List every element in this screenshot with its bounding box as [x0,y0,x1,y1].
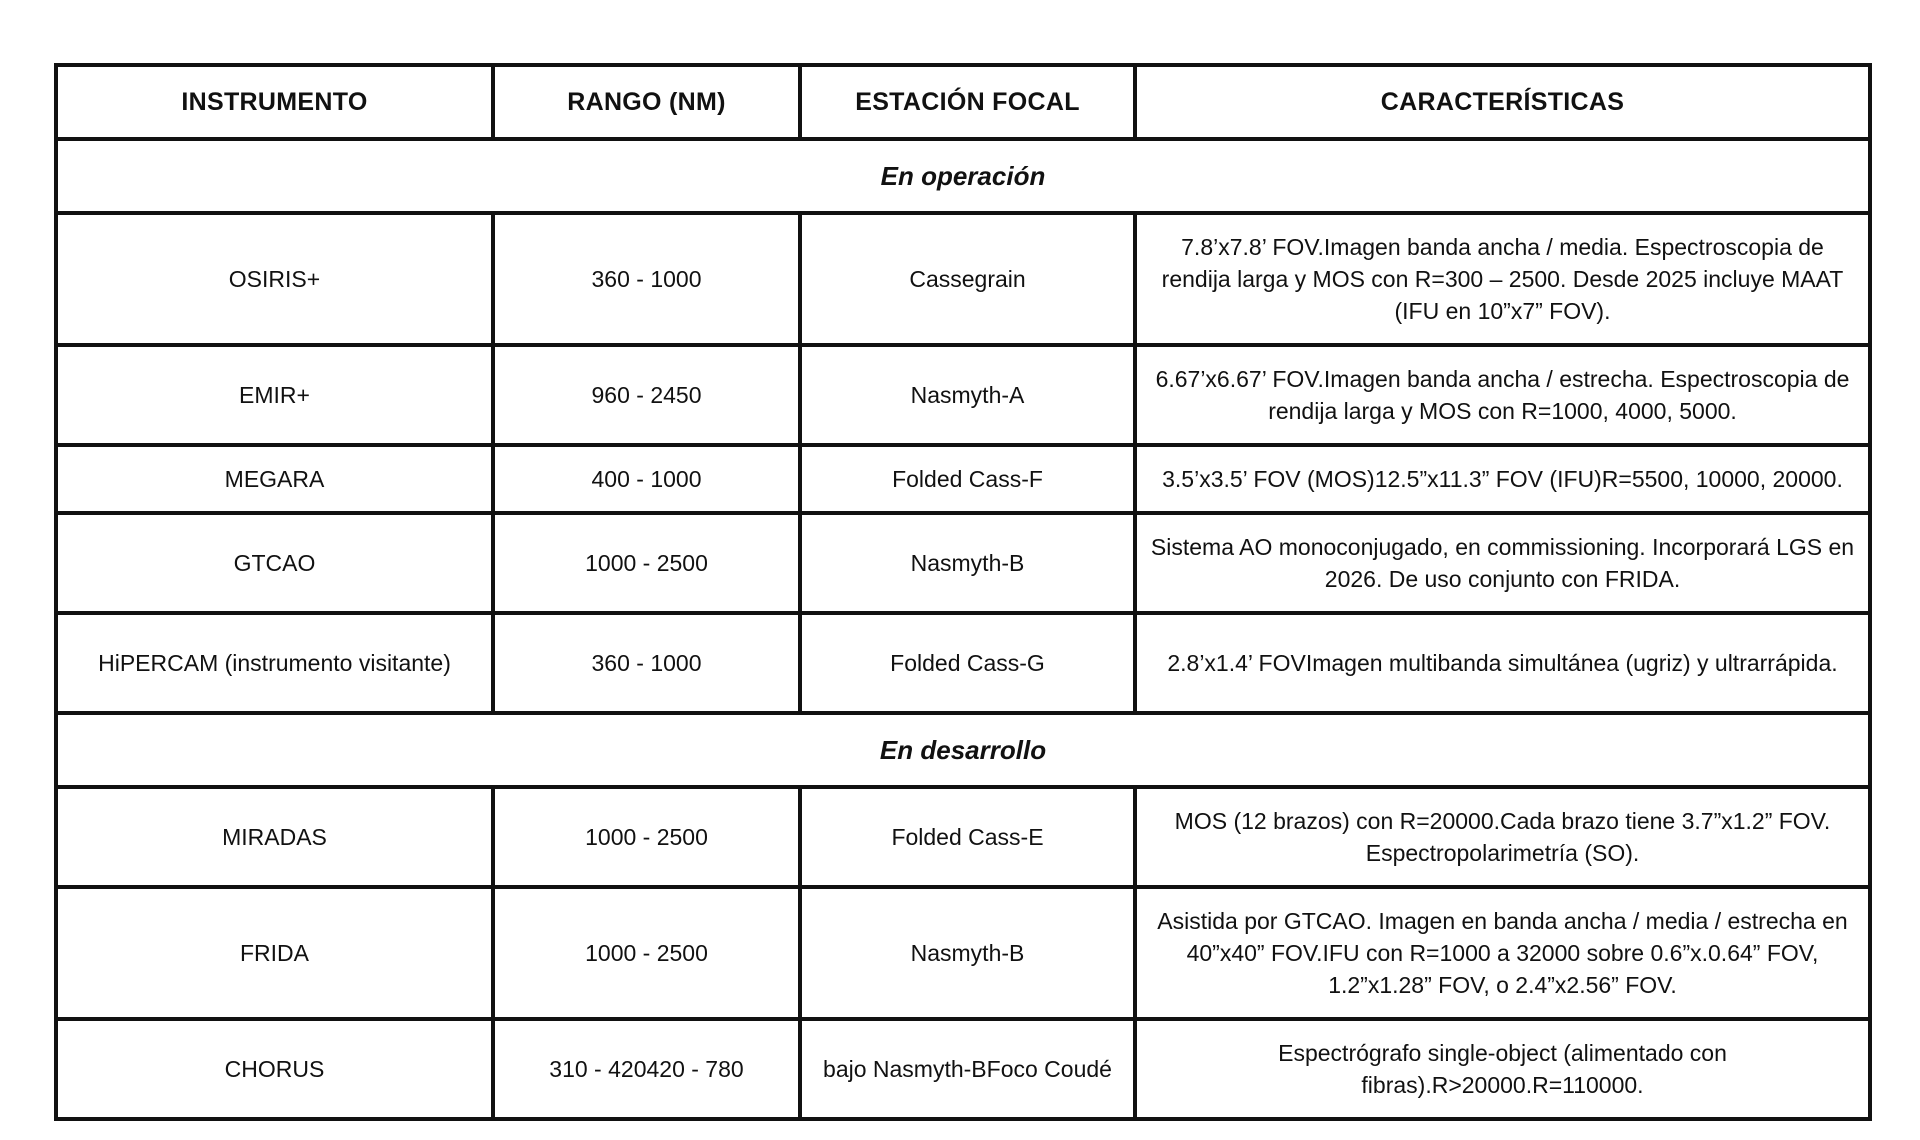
cell-range: 400 - 1000 [493,445,800,513]
table-row-emir [56,345,1870,445]
cell-focal-station: bajo Nasmyth-BFoco Coudé [800,1019,1135,1119]
cell-features: MOS (12 brazos) con R=20000.Cada brazo tiene 3.7”x1.2” FOV. Espectropolarimetría (SO). [1135,787,1870,887]
cell-range: 360 - 1000 [493,613,800,713]
cell-focal-station: Nasmyth-B [800,887,1135,1019]
cell-range: 310 - 420420 - 780 [493,1019,800,1119]
cell-focal-station: Folded Cass-E [800,787,1135,887]
cell-instrument: FRIDA [56,887,493,1019]
section-row-operation [56,139,1870,213]
cell-range: 1000 - 2500 [493,513,800,613]
cell-features: Sistema AO monoconjugado, en commissioning. Incorporará LGS en 2026. De uso conjunto con FRIDA. [1135,513,1870,613]
table-row-frida [56,887,1870,1019]
table-row-megara [56,445,1870,513]
cell-range: 360 - 1000 [493,213,800,345]
cell-instrument: HiPERCAM (instrumento visitante) [56,613,493,713]
cell-features: 3.5’x3.5’ FOV (MOS)12.5”x11.3” FOV (IFU)R=5500, 10000, 20000. [1135,445,1870,513]
cell-focal-station: Cassegrain [800,213,1135,345]
section-row-development [56,713,1870,787]
cell-features: 2.8’x1.4’ FOVImagen multibanda simultánea (ugriz) y ultrarrápida. [1135,613,1870,713]
section-title-operation: En operación [56,139,1870,213]
table-row-hipercam [56,613,1870,713]
cell-instrument: GTCAO [56,513,493,613]
header-row [56,65,1870,139]
cell-instrument: MIRADAS [56,787,493,887]
cell-focal-station: Nasmyth-B [800,513,1135,613]
table-row-chorus [56,1019,1870,1119]
header-focal-station: ESTACIÓN FOCAL [800,65,1135,139]
cell-focal-station: Folded Cass-F [800,445,1135,513]
cell-focal-station: Nasmyth-A [800,345,1135,445]
cell-features: 6.67’x6.67’ FOV.Imagen banda ancha / estrecha. Espectroscopia de rendija larga y MOS con R=1000, 4000, 5000. [1135,345,1870,445]
cell-range: 1000 - 2500 [493,887,800,1019]
table-row-miradas [56,787,1870,887]
table-row-osiris [56,213,1870,345]
table-row-gtcao [56,513,1870,613]
cell-instrument: EMIR+ [56,345,493,445]
cell-range: 960 - 2450 [493,345,800,445]
header-features: CARACTERÍSTICAS [1135,65,1870,139]
cell-instrument: CHORUS [56,1019,493,1119]
cell-features: Espectrógrafo single-object (alimentado con fibras).R>20000.R=110000. [1135,1019,1870,1119]
cell-features: Asistida por GTCAO. Imagen en banda ancha / media / estrecha en 40”x40” FOV.IFU con R=1000 a 32000 sobre 0.6”x.0.64” FOV, 1.2”x1.28” FOV, o 2.4”x2.56” FOV. [1135,887,1870,1019]
cell-range: 1000 - 2500 [493,787,800,887]
header-instrument: INSTRUMENTO [56,65,493,139]
instruments-table [54,63,1872,1121]
cell-instrument: OSIRIS+ [56,213,493,345]
section-title-development: En desarrollo [56,713,1870,787]
cell-instrument: MEGARA [56,445,493,513]
cell-focal-station: Folded Cass-G [800,613,1135,713]
header-range: RANGO (NM) [493,65,800,139]
cell-features: 7.8’x7.8’ FOV.Imagen banda ancha / media. Espectroscopia de rendija larga y MOS con R=300 – 2500. Desde 2025 incluye MAAT (IFU en 10”x7” FOV). [1135,213,1870,345]
